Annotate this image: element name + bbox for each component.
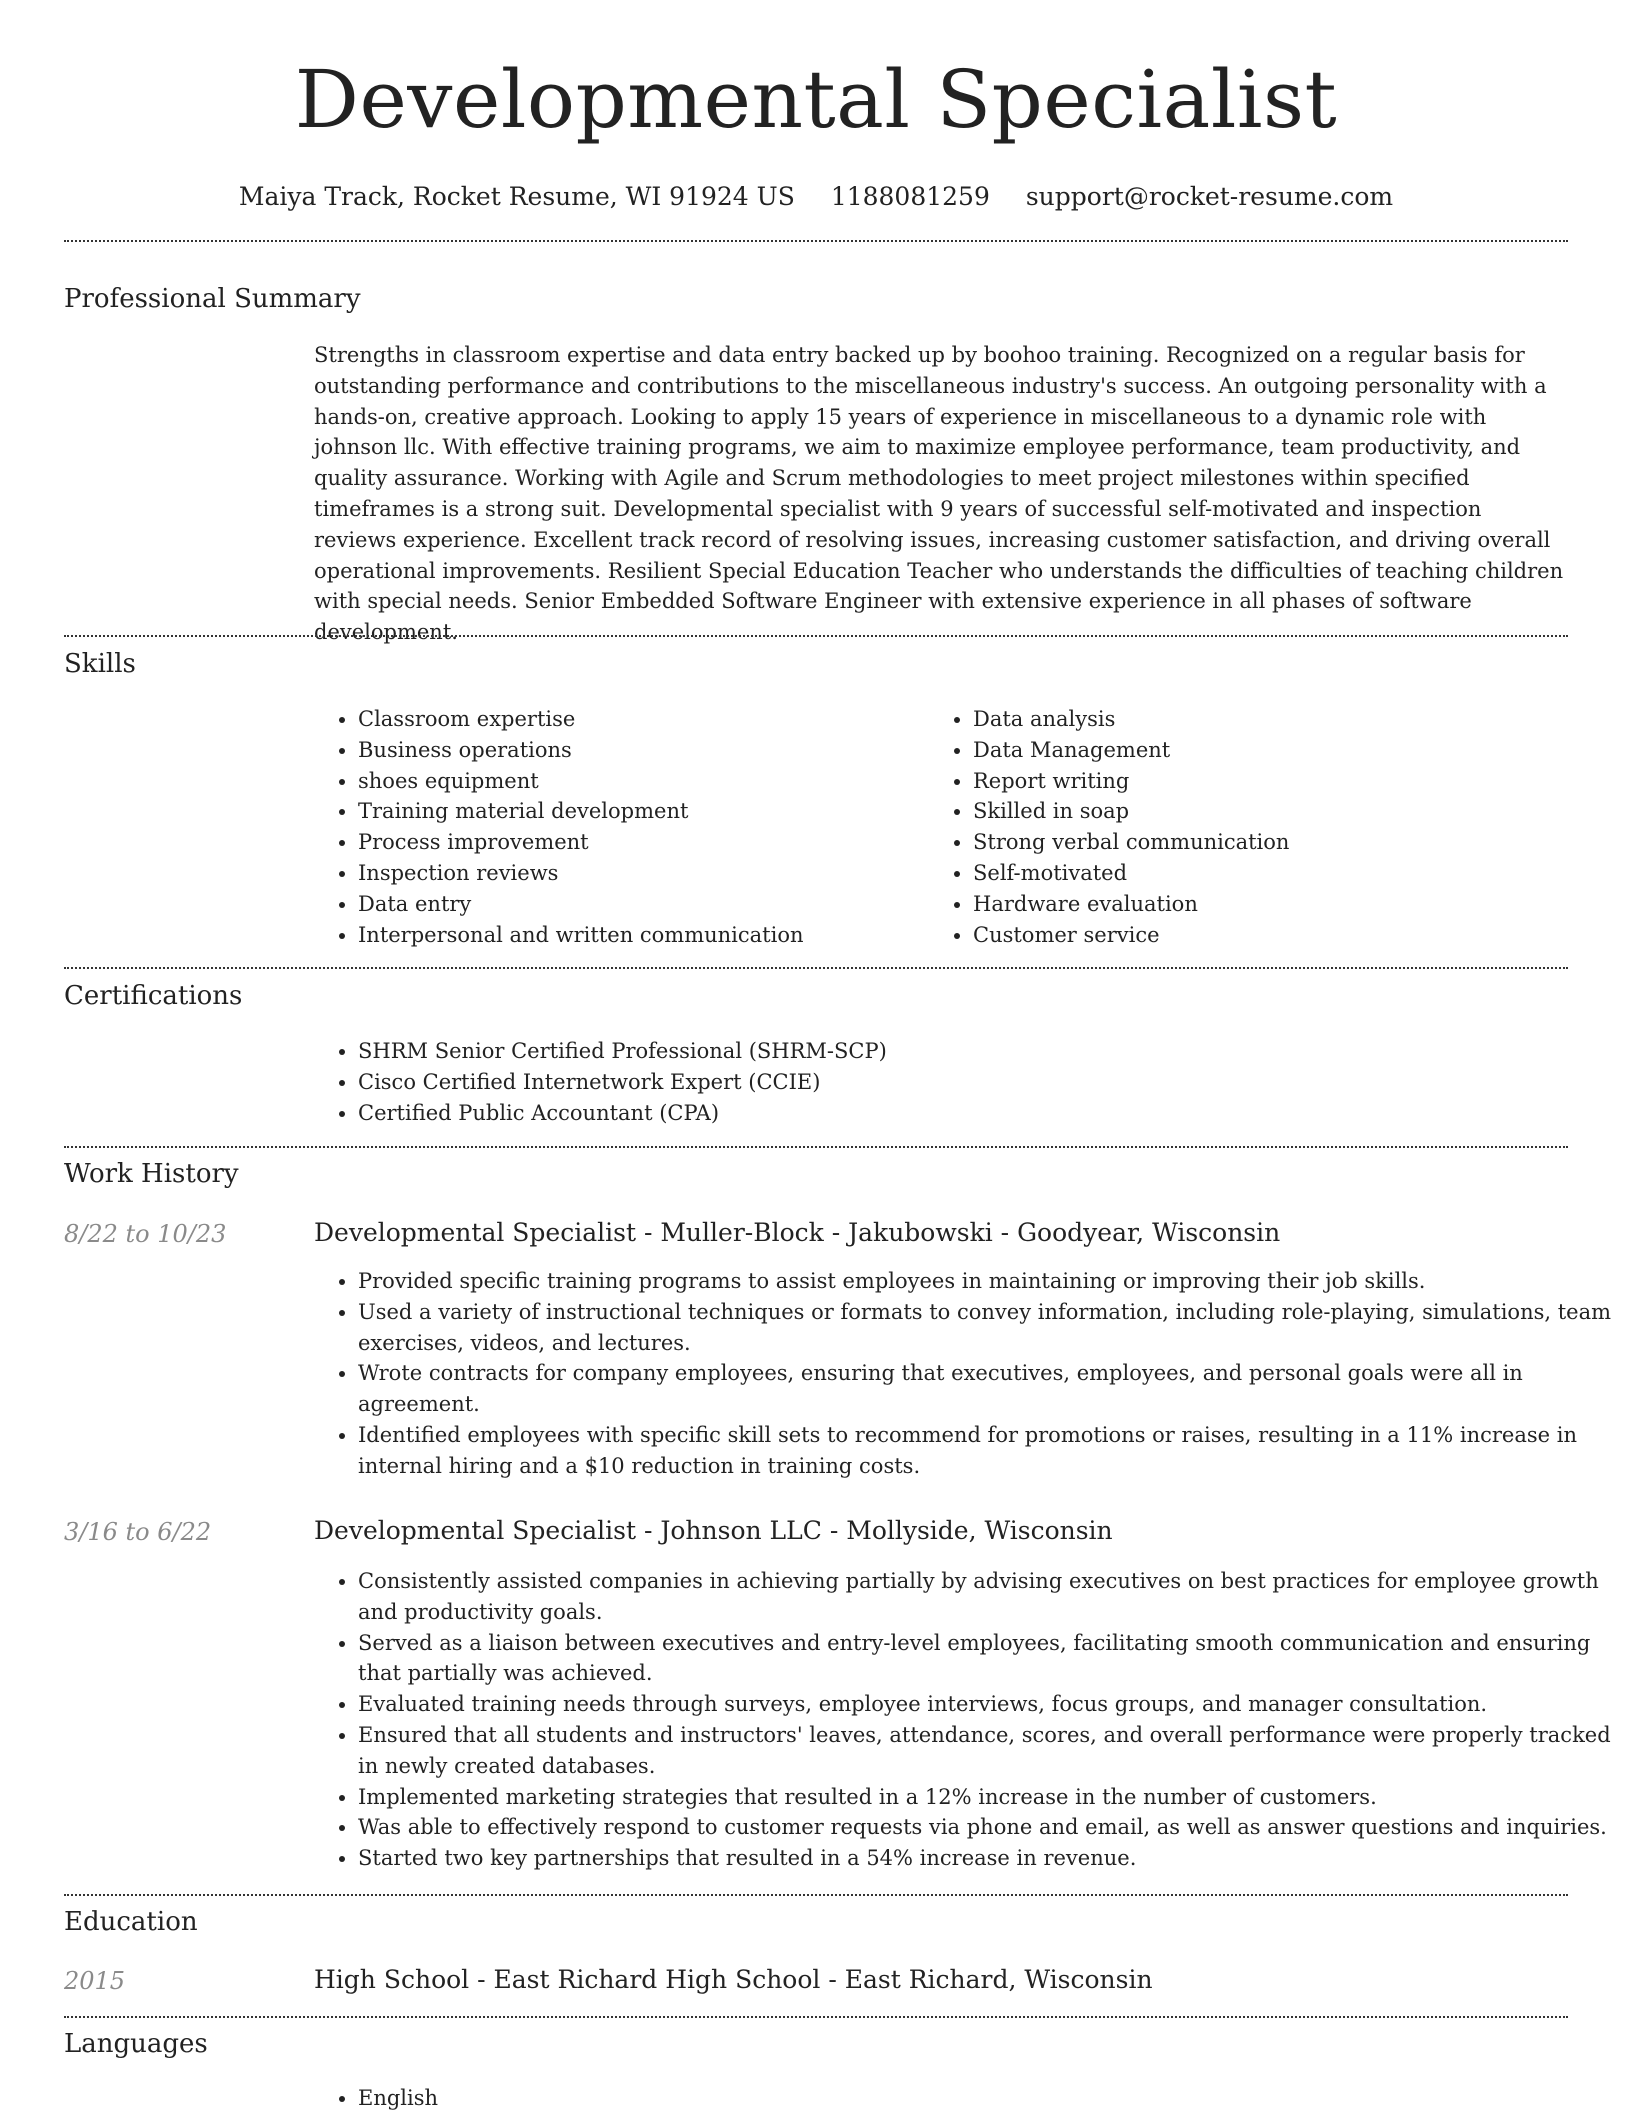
job-bullet: • Started two key partnerships that resulted in a 54% increase in revenue. — [358, 1843, 1612, 1874]
divider — [64, 967, 1568, 969]
summary-text: Strengths in classroom expertise and data entry backed up by boohoo training. Recognized on a regular basis for outstanding performance and contributions to the miscellaneous industry's success. An outgoing personality with a hands-on, creative approach. Looking to apply 15 years of experience in miscellaneous to a dynamic role with johnson llc. With effective training programs, we aim to maximize employee performance, team productivity, and quality assurance. Working with Agile and Scrum methodologies to meet project milestones within specified timeframes is a strong suit. Developmental specialist with 9 years of successful self-motivated and inspection reviews experience. Excellent track record of resolving issues, increasing customer satisfaction, and driving overall operational improvements. Resilient Special Education Teacher who understands the difficulties of teaching children with special needs. Senior Embedded Software Engineer with extensive experience in all phases of software development. — [314, 343, 1564, 645]
education-year: 2015 — [64, 1967, 126, 1995]
skill-item: • Data analysis — [973, 704, 1603, 735]
job-bullet: • Ensured that all students and instructors' leaves, attendance, scores, and overall performance were properly tracked in newly created databases. — [358, 1720, 1612, 1782]
contact-line — [0, 182, 1632, 212]
languages-list — [314, 2083, 958, 2114]
section-title-languages: Languages — [64, 2029, 208, 2059]
divider — [64, 635, 1568, 637]
job-bullets — [314, 1566, 1612, 1874]
skill-item: • Customer service — [973, 920, 1603, 951]
job-bullet: • Provided specific training programs to assist employees in maintaining or improving their job skills. — [358, 1266, 1612, 1297]
skill-item: • Interpersonal and written communication — [358, 920, 938, 951]
certification-item: • Cisco Certified Internetwork Expert (CCIE) — [358, 1067, 1612, 1098]
job-bullet: • Wrote contracts for company employees, ensuring that executives, employees, and personal goals were all in agreement. — [358, 1358, 1612, 1420]
certification-item: • SHRM Senior Certified Professional (SHRM-SCP) — [358, 1036, 1612, 1067]
divider — [64, 1146, 1568, 1148]
resume-title: Developmental Specialist — [294, 53, 1338, 146]
section-title-certifications: Certifications — [64, 981, 243, 1011]
skill-item: • Hardware evaluation — [973, 889, 1603, 920]
skill-item: • Business operations — [358, 735, 938, 766]
job-bullet: • Used a variety of instructional techniques or formats to convey information, including role-playing, simulations, team exercises, videos, and lectures. — [358, 1297, 1612, 1359]
section-title-education: Education — [64, 1907, 198, 1937]
job-bullet: • Was able to effectively respond to customer requests via phone and email, as well as answer questions and inquiries. — [358, 1812, 1612, 1843]
job-dates: 3/16 to 6/22 — [64, 1518, 212, 1546]
certification-item: • Certified Public Accountant (CPA) — [358, 1098, 1612, 1129]
skill-item: • Strong verbal communication — [973, 827, 1603, 858]
job-title: Developmental Specialist - Johnson LLC - Mollyside, Wisconsin — [314, 1516, 1113, 1545]
job-title: Developmental Specialist - Muller-Block - Jakubowski - Goodyear, Wisconsin — [314, 1218, 1281, 1247]
job-bullet: • Consistently assisted companies in achieving partially by advising executives on best practices for employee growth and productivity goals. — [358, 1566, 1612, 1628]
divider — [64, 2016, 1568, 2018]
job-bullets — [314, 1266, 1612, 1482]
divider — [64, 1894, 1568, 1896]
contact-email: support@rocket-resume.com — [1025, 182, 1394, 211]
contact-address: Maiya Track, Rocket Resume, WI 91924 US — [238, 182, 795, 211]
skill-item: • Skilled in soap — [973, 796, 1603, 827]
skill-item: • Report writing — [973, 766, 1603, 797]
job-bullet: • Implemented marketing strategies that resulted in a 12% increase in the number of customers. — [358, 1782, 1612, 1813]
certifications-list — [314, 1036, 1612, 1128]
skill-item: • Inspection reviews — [358, 858, 938, 889]
skill-item: • Training material development — [358, 796, 938, 827]
section-title-summary: Professional Summary — [64, 284, 361, 314]
skill-item: • Data entry — [358, 889, 938, 920]
skill-item: • Process improvement — [358, 827, 938, 858]
education-entry: High School - East Richard High School - East Richard, Wisconsin — [314, 1965, 1153, 1994]
job-bullet: • Evaluated training needs through surveys, employee interviews, focus groups, and manager consultation. — [358, 1689, 1612, 1720]
skill-item: • Self-motivated — [973, 858, 1603, 889]
contact-phone: 1188081259 — [830, 182, 990, 211]
job-bullet: • Identified employees with specific skill sets to recommend for promotions or raises, resulting in a 11% increase in internal hiring and a $10 reduction in training costs. — [358, 1420, 1612, 1482]
job-dates: 8/22 to 10/23 — [64, 1220, 227, 1248]
section-title-work-history: Work History — [64, 1159, 239, 1189]
language-item: • English — [358, 2083, 958, 2114]
skills-list-right — [929, 704, 1603, 950]
divider — [64, 240, 1568, 242]
skill-item: • Data Management — [973, 735, 1603, 766]
job-bullet: • Served as a liaison between executives and entry-level employees, facilitating smooth communication and ensuring that partially was achieved. — [358, 1628, 1612, 1690]
resume-header — [0, 0, 1632, 212]
skill-item: • shoes equipment — [358, 766, 938, 797]
skill-item: • Classroom expertise — [358, 704, 938, 735]
skills-list-left — [314, 704, 938, 950]
section-title-skills: Skills — [64, 649, 136, 679]
